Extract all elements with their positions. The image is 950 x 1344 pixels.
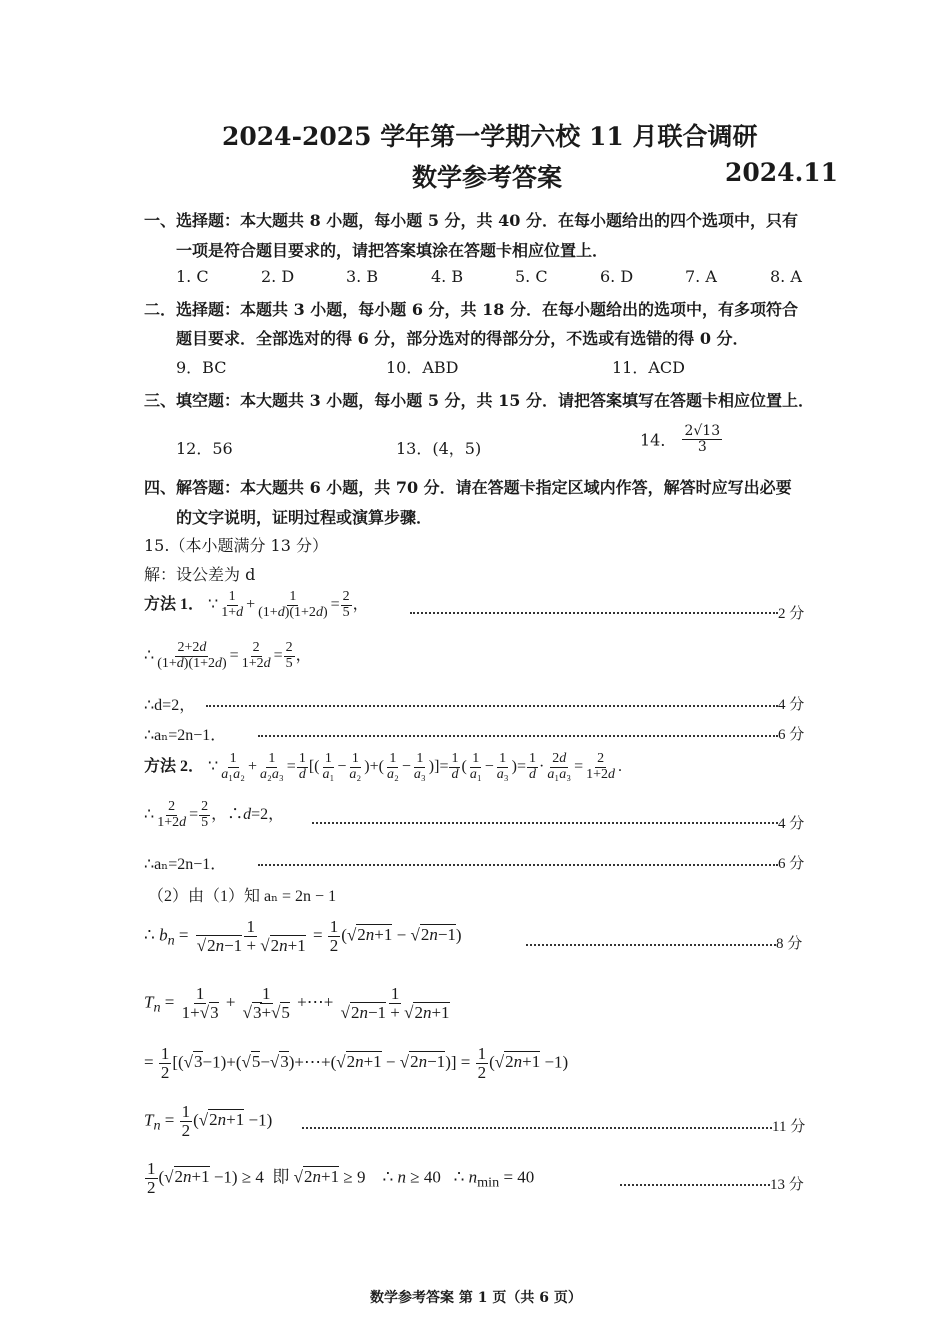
tn-telescoping: = $\frac{1}{2}$ [(√3−1)+(√5−√3)+⋯+(√2n+1 − √2n−1)] = $\frac{1}{2}$ (√2n+1 −1): [144, 1044, 569, 1082]
q15-intro: 解：设公差为 d: [144, 565, 256, 584]
answer-9: 9．BC: [176, 358, 227, 377]
leader-dots: [258, 864, 778, 866]
answer-13: 13．(4，5): [396, 439, 482, 458]
method2-equation: 方法 2． ∵ $\frac{1}{\text{a₁a₂}}$ + $\frac{1}{\text{a₂a₃}}$ = $\frac{1}{d}$ [( $\frac{1}{\text{a₁}}$ − $\frac{1}{\text{a₂}}$ )+( $\frac{1}{\text{a₂}}$ − $\frac{1}{\text{a₃}}$ )]= $\frac{1}{d}$ ( $\frac{1}{\text{a₁}}$ − $\frac{1}{\text{a₃}}$ )= $\frac{1}{d}$ · $\frac{2d}{\text{a₁a₃}}$ = $\frac{2}{1+2d}$ .: [144, 751, 623, 782]
page-footer: 数学参考答案 第 1 页（共 6 页）: [370, 1290, 582, 1306]
method1-step2: ∴ $\frac{2+2d}{(1+d)(1+2d)}$ = $\frac{2}{1+2d}$ = $\frac{2}{5}$ ，: [144, 640, 312, 671]
method2-label: 方法 2．: [144, 757, 205, 775]
method1-d-result: ∴d=2，: [144, 697, 196, 714]
answer-14-denominator: 3: [697, 438, 707, 455]
method2-an-result: ∴aₙ=2n−1．: [144, 856, 227, 873]
page-title: 2024-2025 学年第一学期六校 11 月联合调研: [222, 122, 758, 151]
tn-result: $T_n$ = $\frac{1}{2}$ (√2n+1 −1): [144, 1102, 273, 1140]
tn-sum: $T_n$ = $\frac{1}{1+√3}$ + $\frac{1}{√3+√5}$ +⋯+ $\frac{1}{√2n-1 + √2n+1}$: [144, 984, 450, 1022]
section2-heading-cont: 题目要求．全部选对的得 6 分，部分选对的得部分分，不选或有选错的得 0 分．: [176, 329, 749, 348]
leader-dots: [206, 705, 778, 707]
leader-dots: [620, 1184, 770, 1186]
method1-an-result: ∴aₙ=2n−1．: [144, 727, 227, 744]
leader-dots: [526, 944, 776, 946]
answer-3: 3. B: [346, 267, 379, 286]
method1-label: 方法 1．: [144, 595, 205, 613]
score-4-method2: 4 分: [778, 816, 805, 832]
score-4: 4 分: [778, 697, 805, 713]
section3-heading: 三、填空题：本大题共 3 小题，每小题 5 分，共 15 分．请把答案填写在答题卡相应位置上．: [144, 391, 814, 410]
page-subtitle: 数学参考答案: [412, 163, 563, 192]
answer-8: 8. A: [770, 267, 802, 286]
final-inequality: $\frac{1}{2}$ (√2n+1 −1) ≥ 4 即 √2n+1 ≥ 9 ∴ n ≥ 40 ∴ $n_{min} = 40$: [147, 1159, 535, 1197]
method1-equation: 方法 1． ∵ $\frac{1}{1+d}$ + $\frac{1}{(1+d)(1+2d)}$ = $\frac{2}{5}$ ，: [144, 589, 369, 620]
answer-2: 2. D: [261, 267, 295, 286]
leader-dots: [312, 822, 778, 824]
section1-heading-cont: 一项是符合题目要求的，请把答案填涂在答题卡相应位置上．: [176, 241, 609, 260]
score-6-method2: 6 分: [778, 856, 805, 872]
bn-formula: ∴ $b_n$ = $\frac{1}{√2n-1 + √2n+1}$ = $\frac{1}{2}$ (√2n+1 − √2n−1): [144, 917, 462, 955]
date-label: 2024.11: [725, 158, 839, 187]
answer-14-label: 14．: [640, 430, 677, 450]
section4-heading: 四、解答题：本大题共 6 小题，共 70 分．请在答题卡指定区域内作答，解答时应写出必要: [144, 478, 792, 497]
answer-14-numerator: 2√13: [684, 423, 721, 439]
answer-5: 5. C: [515, 267, 548, 286]
score-6: 6 分: [778, 727, 805, 743]
section4-heading-cont: 的文字说明，证明过程或演算步骤．: [176, 508, 433, 527]
answer-1: 1. C: [176, 267, 209, 286]
part2-intro: （2）由（1）知 aₙ = 2n − 1: [148, 888, 337, 905]
answer-6: 6. D: [600, 267, 634, 286]
score-13: 13 分: [770, 1177, 804, 1193]
leader-dots: [258, 735, 778, 737]
section2-heading: 二．选择题：本题共 3 小题，每小题 6 分，共 18 分．在每小题给出的选项中，有多项符合: [144, 300, 798, 319]
score-2: 2 分: [778, 606, 805, 622]
answer-7: 7. A: [685, 267, 717, 286]
answer-10: 10．ABD: [386, 358, 459, 377]
q15-title: 15.（本小题满分 13 分）: [144, 536, 328, 555]
score-8: 8 分: [776, 936, 803, 952]
section1-heading: 一、选择题：本大题共 8 小题，每小题 5 分，共 40 分．在每小题给出的四个选项中，只有: [144, 211, 798, 230]
leader-dots: [302, 1127, 772, 1129]
answer-4: 4. B: [431, 267, 464, 286]
answer-14: [640, 424, 723, 454]
leader-dots: [410, 612, 778, 614]
method2-step2: ∴ $\frac{2}{1+2d}$ = $\frac{2}{5}$ ，∴d=2，: [144, 799, 285, 830]
answer-12: 12．56: [176, 439, 233, 458]
score-11: 11 分: [772, 1119, 806, 1135]
answer-11: 11．ACD: [612, 358, 685, 377]
